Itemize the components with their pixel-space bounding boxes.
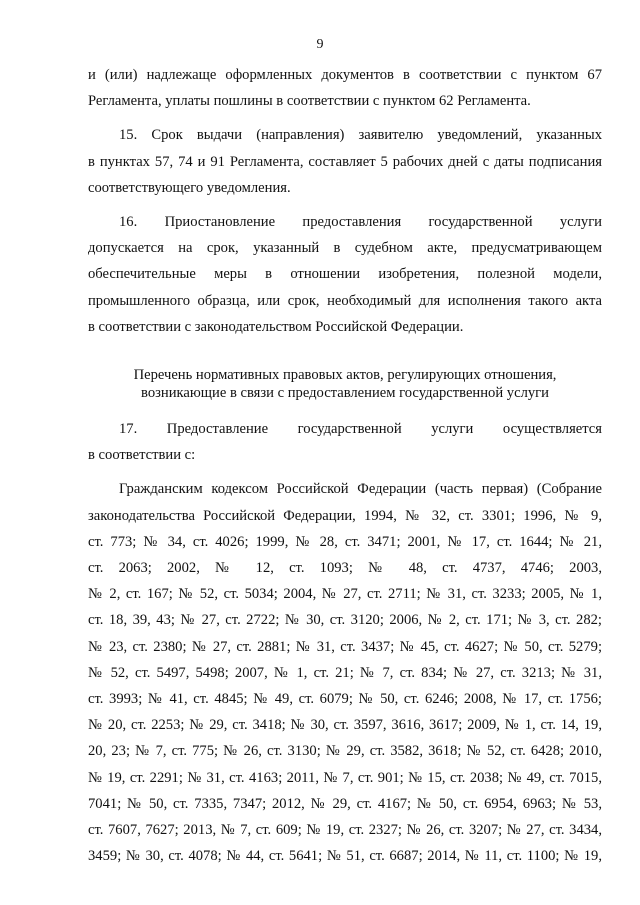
text-line: допускается на срок, указанный в судебном акте, предусматривающем [88, 240, 602, 257]
text-line: 15. Срок выдачи (направления) заявителю уведомлений, указанных [119, 127, 602, 144]
paragraph-16 [88, 209, 602, 340]
heading-line: возникающие в связи с предоставлением государственной услуги [141, 385, 549, 402]
text-line: ст. 18, 39, 43; № 27, ст. 2722; № 30, ст. 3120; 2006, № 2, ст. 171; № 3, ст. 282; [88, 612, 602, 629]
text-line: законодательства Российской Федерации, 1994, № 32, ст. 3301; 1996, № 9, [88, 507, 602, 524]
paragraph-15 [88, 122, 602, 201]
paragraph-continuation [88, 62, 602, 114]
page-number: 9 [316, 37, 324, 52]
text-line: 3459; № 30, ст. 4078; № 44, ст. 5641; № 51, ст. 6687; 2014, № 11, ст. 1100; № 19, [88, 848, 602, 865]
paragraph-civil-code [88, 476, 602, 869]
text-line: промышленного образца, или срок, необходимый для исполнения такого акта [88, 292, 602, 309]
text-line: ст. 7607, 7627; 2013, № 7, ст. 609; № 19, ст. 2327; № 26, ст. 3207; № 27, ст. 3434, [88, 822, 602, 839]
text-line: ст. 3993; № 41, ст. 4845; № 49, ст. 6079; № 50, ст. 6246; 2008, № 17, ст. 1756; [88, 691, 602, 708]
text-line: в соответствии с законодательством Российской Федерации. [88, 318, 464, 335]
text-line: 7041; № 50, ст. 7335, 7347; 2012, № 29, ст. 4167; № 50, ст. 6954, 6963; № 53, [88, 795, 602, 812]
text-line: в соответствии с: [88, 447, 196, 464]
text-line: обеспечительные меры в отношении изобретения, полезной модели, [88, 266, 602, 283]
text-line: 16. Приостановление предоставления государственной услуги [119, 214, 602, 231]
text-line: ст. 773; № 34, ст. 4026; 1999, № 28, ст. 3471; 2001, № 17, ст. 1644; № 21, [88, 533, 602, 550]
text-line: в пунктах 57, 74 и 91 Регламента, составляет 5 рабочих дней с даты подписания [88, 153, 602, 170]
text-line: № 19, ст. 2291; № 31, ст. 4163; 2011, № 7, ст. 901; № 15, ст. 2038; № 49, ст. 7015, [88, 769, 602, 786]
text-line: соответствующего уведомления. [88, 179, 291, 196]
text-line: Гражданским кодексом Российской Федерации (часть первая) (Собрание [119, 481, 602, 498]
text-line: Регламента, уплаты пошлины в соответствии с пунктом 62 Регламента. [88, 93, 531, 110]
text-line: № 52, ст. 5497, 5498; 2007, № 1, ст. 21; № 7, ст. 834; № 27, ст. 3213; № 31, [88, 664, 602, 681]
document-body [88, 62, 602, 869]
text-line: № 20, ст. 2253; № 29, ст. 3418; № 30, ст. 3597, 3616, 3617; 2009, № 1, ст. 14, 19, [88, 717, 602, 734]
text-line: ст. 2063; 2002, № 12, ст. 1093; № 48, ст. 4737, 4746; 2003, [88, 560, 602, 577]
heading-line: Перечень нормативных правовых актов, регулирующих отношения, [133, 367, 557, 384]
text-line: № 2, ст. 167; № 52, ст. 5034; 2004, № 27, ст. 2711; № 31, ст. 3233; 2005, № 1, [88, 586, 602, 603]
text-line: 20, 23; № 7, ст. 775; № 26, ст. 3130; № 29, ст. 3582, 3618; № 52, ст. 6428; 2010, [88, 743, 602, 760]
section-heading [88, 366, 602, 402]
text-line: и (или) надлежаще оформленных документов в соответствии с пунктом 67 [88, 67, 602, 83]
text-line: 17. Предоставление государственной услуги осуществляется [119, 421, 602, 438]
text-line: № 23, ст. 2380; № 27, ст. 2881; № 31, ст. 3437; № 45, ст. 4627; № 50, ст. 5279; [88, 638, 602, 655]
paragraph-17 [88, 416, 602, 468]
